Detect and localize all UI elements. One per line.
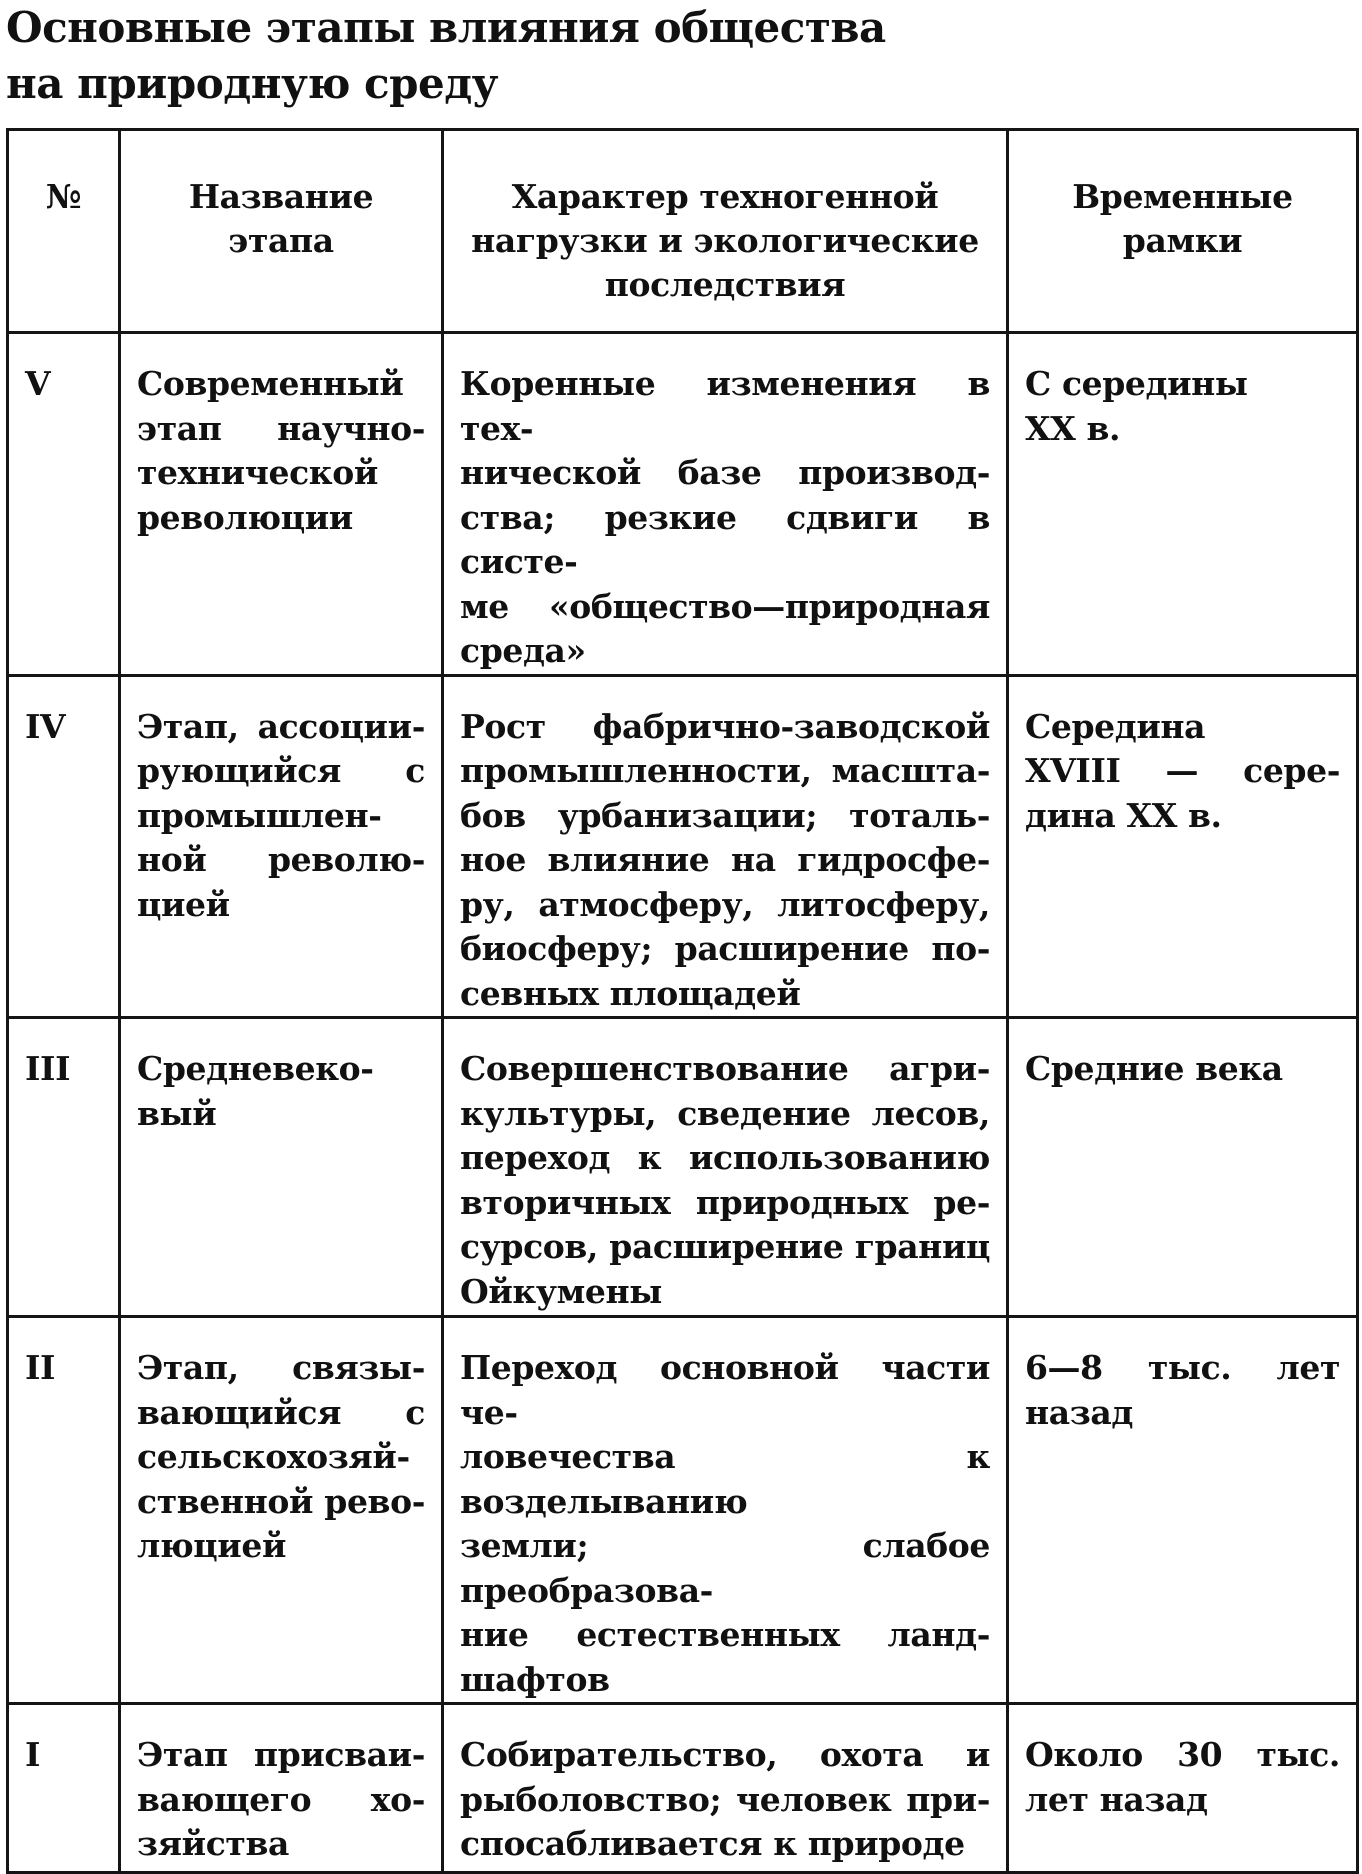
header-character-line: нагрузки и экологические xyxy=(471,221,979,260)
stage-character-line: культуры, сведение лесов, xyxy=(460,1093,990,1133)
stage-name-line: Современный xyxy=(137,364,404,403)
stage-name-cell xyxy=(120,675,443,1018)
stage-name-line: Средневеко- xyxy=(137,1049,374,1088)
stage-character-line: Собирательство, охота и xyxy=(460,1735,990,1774)
stage-name-line: вый xyxy=(137,1093,217,1133)
stage-name-cell xyxy=(120,1704,443,1873)
stage-time-line: XVIII — сере- xyxy=(1025,751,1340,790)
stage-name-line: Этап, ассоции- xyxy=(137,706,425,746)
stage-name-line: ной револю- xyxy=(137,840,425,879)
row-number xyxy=(8,1317,120,1704)
stage-character-line: Рост фабрично-заводской xyxy=(460,706,990,746)
stage-name-line: промышлен- xyxy=(137,795,382,835)
header-character-line: Характер техногенной xyxy=(511,177,939,216)
stage-name-line: рующийся с xyxy=(137,751,425,790)
page-title xyxy=(6,0,1006,112)
header-number xyxy=(8,130,120,333)
stage-character-cell xyxy=(443,1704,1008,1873)
stage-time-line: Средние века xyxy=(1025,1049,1283,1088)
stage-name-line: цией xyxy=(137,884,230,924)
header-time xyxy=(1008,130,1358,333)
table-row xyxy=(8,1018,1358,1317)
header-name xyxy=(120,130,443,333)
stage-character-line: ние естественных ланд- xyxy=(460,1615,990,1654)
stage-name-line: Этап, связы- xyxy=(137,1348,425,1387)
stage-time-line: Около 30 тыс. xyxy=(1025,1735,1340,1774)
stage-character-line: спосабливается к природе xyxy=(460,1824,965,1863)
stage-character-cell xyxy=(443,1317,1008,1704)
stage-character-line: Переход основной части че- xyxy=(460,1348,990,1432)
stage-character-line: земли; слабое преобразова- xyxy=(460,1526,990,1610)
header-number-text: № xyxy=(45,177,82,216)
stage-name-line: вающийся с xyxy=(137,1392,425,1432)
stage-character-line: вторичных природных ре- xyxy=(460,1182,990,1222)
header-time-line: Временные xyxy=(1072,177,1293,216)
header-name-line: Название xyxy=(188,177,374,216)
stage-name-line: люцией xyxy=(137,1526,287,1565)
stage-time-cell xyxy=(1008,675,1358,1018)
stage-character-line: Ойкумены xyxy=(460,1271,662,1311)
row-number xyxy=(8,1018,120,1317)
row-number-text: V xyxy=(25,364,51,403)
stage-name-cell xyxy=(120,333,443,676)
stage-name-line: революции xyxy=(137,497,353,537)
row-number-text: IV xyxy=(25,706,66,746)
stage-character-line: ме «общество—природная xyxy=(460,586,990,626)
stage-name-line: ственной рево- xyxy=(137,1481,425,1521)
table-header-row xyxy=(8,130,1358,333)
header-character xyxy=(443,130,1008,333)
stage-character-line: ру, атмосферу, литосферу, xyxy=(460,884,990,924)
stage-character-line: биосферу; расширение по- xyxy=(460,929,990,968)
stage-character-cell xyxy=(443,1018,1008,1317)
stage-name-line: технической xyxy=(137,453,378,492)
stage-name-line: Этап присваи- xyxy=(137,1735,425,1774)
stage-name-line: вающего хо- xyxy=(137,1779,425,1819)
table-row xyxy=(8,1704,1358,1873)
row-number xyxy=(8,333,120,676)
stage-time-line: назад xyxy=(1025,1392,1133,1432)
stage-character-line: сурсов, расширение границ xyxy=(460,1227,990,1266)
stage-character-line: Коренные изменения в тех- xyxy=(460,364,990,448)
stage-character-line: ное влияние на гидросфе- xyxy=(460,840,990,879)
stage-time-line: лет назад xyxy=(1025,1779,1208,1819)
stage-character-line: рыболовство; человек при- xyxy=(460,1779,990,1819)
row-number xyxy=(8,1704,120,1873)
header-name-line: этапа xyxy=(228,221,334,260)
stage-character-line: среда» xyxy=(460,631,586,670)
row-number-text: III xyxy=(25,1049,71,1088)
stage-character-cell xyxy=(443,333,1008,676)
stage-name-line: сельскохозяй- xyxy=(137,1437,410,1476)
stage-character-line: севных площадей xyxy=(460,973,801,1013)
header-time-line: рамки xyxy=(1122,221,1243,260)
stage-time-cell xyxy=(1008,333,1358,676)
table-row xyxy=(8,333,1358,676)
stage-time-cell xyxy=(1008,1317,1358,1704)
table-row xyxy=(8,675,1358,1018)
title-line-1: Основные этапы влияния общества xyxy=(6,3,886,52)
stage-time-line: 6—8 тыс. лет xyxy=(1025,1348,1340,1387)
stage-character-line: переход к использованию xyxy=(460,1138,990,1177)
table-row xyxy=(8,1317,1358,1704)
stage-name-line: зяйства xyxy=(137,1824,289,1863)
stage-time-line: XX в. xyxy=(1025,408,1121,448)
stage-name-cell xyxy=(120,1018,443,1317)
row-number xyxy=(8,675,120,1018)
stage-character-line: ства; резкие сдвиги в систе- xyxy=(460,497,990,581)
stage-character-line: бов урбанизации; тоталь- xyxy=(460,795,990,835)
stage-character-line: Совершенствование агри- xyxy=(460,1049,990,1088)
stage-character-line: шафтов xyxy=(460,1659,610,1699)
stages-table xyxy=(6,128,1359,1874)
stage-time-cell xyxy=(1008,1704,1358,1873)
stage-time-line: С середины xyxy=(1025,364,1248,403)
stage-character-cell xyxy=(443,675,1008,1018)
stage-character-line: ловечества к возделыванию xyxy=(460,1437,990,1521)
row-number-text: II xyxy=(25,1348,56,1387)
row-number-text: I xyxy=(25,1735,41,1774)
stage-time-line: Середина xyxy=(1025,706,1206,746)
stage-character-line: промышленности, масшта- xyxy=(460,751,990,790)
stage-character-line: нической базе производ- xyxy=(460,453,990,492)
stage-time-cell xyxy=(1008,1018,1358,1317)
title-line-2: на природную среду xyxy=(6,59,499,108)
header-character-line: последствия xyxy=(604,265,846,304)
stage-time-line: дина XX в. xyxy=(1025,795,1222,835)
stage-name-line: этап научно- xyxy=(137,408,425,448)
stage-name-cell xyxy=(120,1317,443,1704)
